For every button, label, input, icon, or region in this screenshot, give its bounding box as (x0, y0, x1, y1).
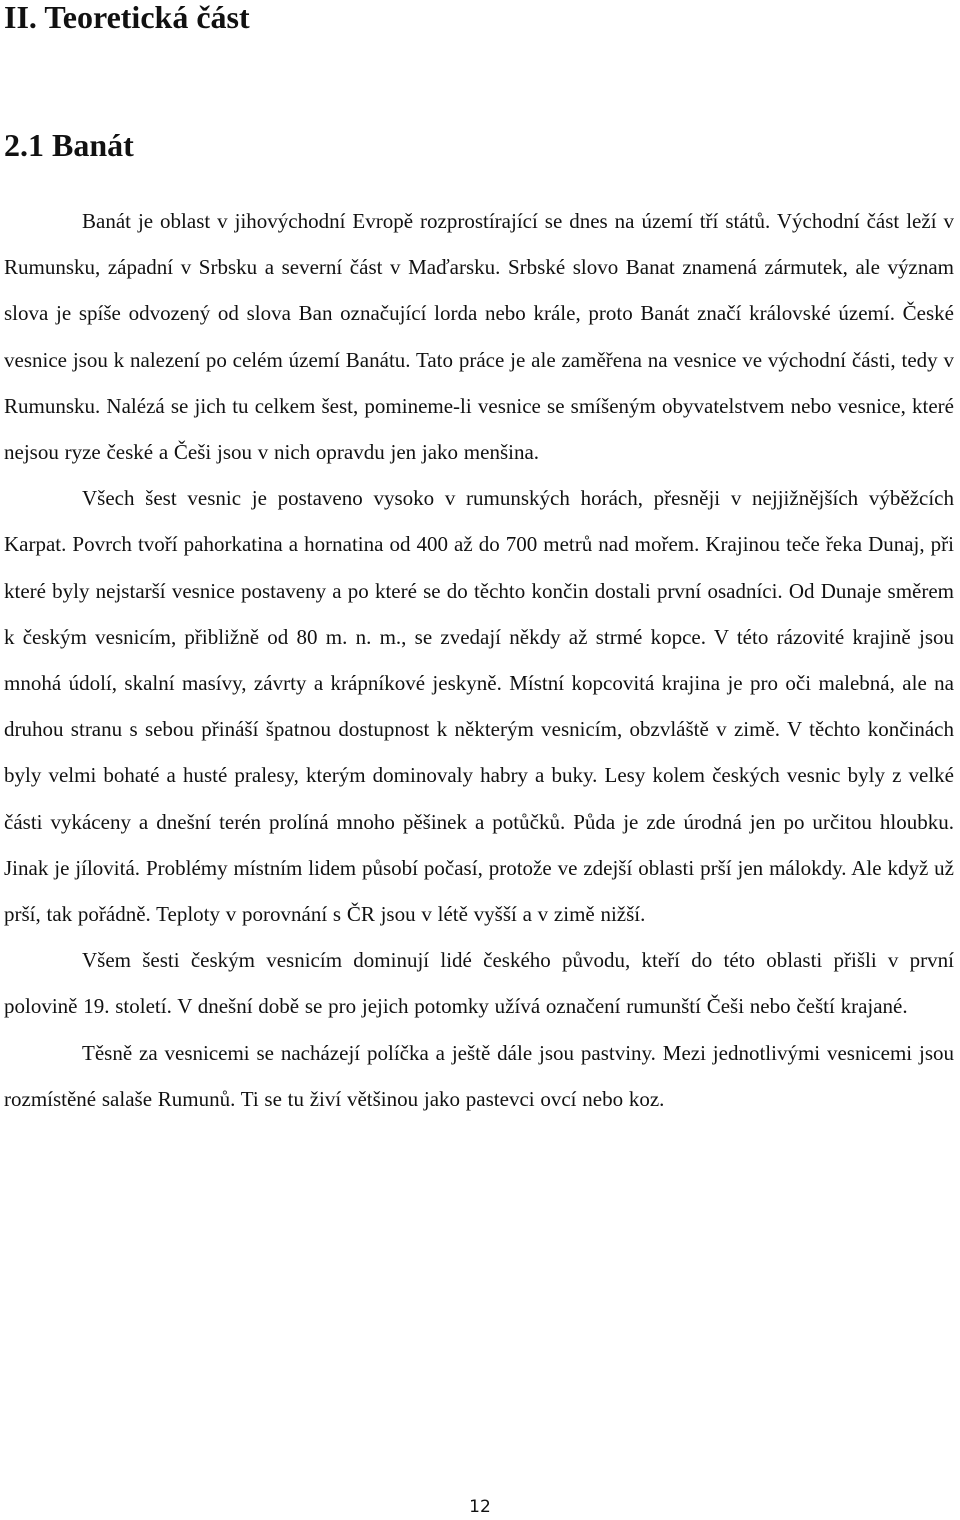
section-title: II. Teoretická část (4, 0, 250, 35)
paragraph-1: Banát je oblast v jihovýchodní Evropě rozprostírající se dnes na území tří států. Východní část leží v Rumunsku, západní v Srbsku a severní část v Maďarsku. Srbské slovo Banat znamená zármutek, ale význam slova je spíše odvozený od slova Ban označující lorda nebo krále, proto Banát značí královské území. České vesnice jsou k nalezení po celém území Banátu. Tato práce je ale zaměřena na vesnice ve východní části, tedy v Rumunsku. Nalézá se jich tu celkem šest, pomineme-li vesnice se smíšeným obyvatelstvem nebo vesnice, které nejsou ryze české a Češi jsou v nich opravdu jen jako menšina. (4, 209, 954, 465)
paragraph-4: Těsně za vesnicemi se nacházejí políčka a ještě dále jsou pastviny. Mezi jednotlivými vesnicemi jsou rozmístěné salaše Rumunů. Ti se tu živí většinou jako pastevci ovcí nebo koz. (4, 1040, 954, 1111)
body-text (4, 198, 954, 1122)
paragraph-3: Všem šesti českým vesnicím dominují lidé českého původu, kteří do této oblasti přišli v první polovině 19. století. V dnešní době se pro jejich potomky užívá označení rumunští Češi nebo čeští krajané. (4, 948, 954, 1019)
subsection-title: 2.1 Banát (4, 127, 134, 163)
paragraph-2: Všech šest vesnic je postaveno vysoko v rumunských horách, přesněji v nejjižnějších výběžcích Karpat. Povrch tvoří pahorkatina a hornatina od 400 až do 700 metrů nad mořem. Krajinou teče řeka Dunaj, při které byly nejstarší vesnice postaveny a po které se do těchto končin dostali první osadníci. Od Dunaje směrem k českým vesnicím, přibližně od 80 m. n. m., se zvedají někdy až strmé kopce. V této rázovité krajině jsou mnohá údolí, skalní masívy, závrty a krápníkové jeskyně. Místní kopcovitá krajina je pro oči malebná, ale na druhou stranu s sebou přináší špatnou dostupnost k některým vesnicím, obzvláště v zimě. V těchto končinách byly velmi bohaté a husté pralesy, kterým dominovaly habry a buky. Lesy kolem českých vesnic byly z velké části vykáceny a dnešní terén prolíná mnoho pěšinek a potůčků. Půda je zde úrodná jen po určitou hloubku. Jinak je jílovitá. Problémy místním lidem působí počasí, protože ve zdejší oblasti prší jen málokdy. Ale když už prší, tak pořádně. Teploty v porovnání s ČR jsou v létě vyšší a v zimě nižší. (4, 486, 954, 927)
page-number: 12 (469, 1497, 491, 1517)
